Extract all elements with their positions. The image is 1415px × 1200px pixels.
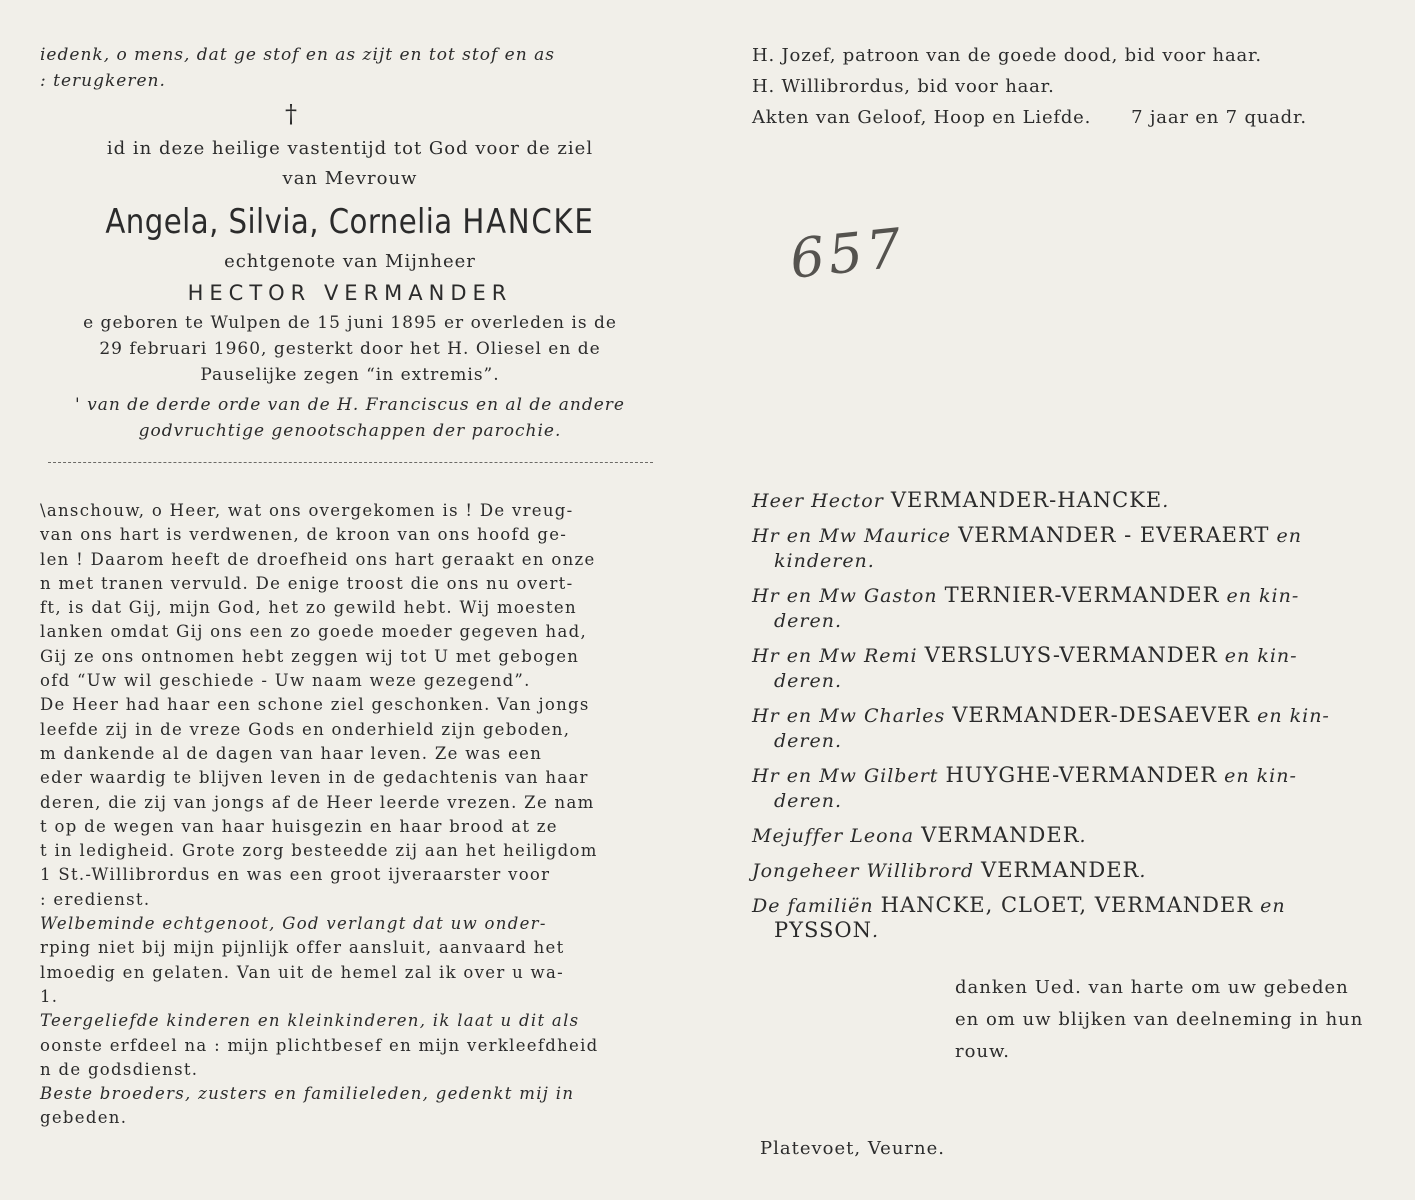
family-text: Hr en Mw Remi: [752, 645, 925, 667]
prayer-request: id in deze heilige vastentijd tot God voor de ziel: [106, 138, 594, 159]
family-entry-line: [752, 893, 1407, 918]
memorial-text-line: Beste broeders, zusters en familieleden, gedenkt mij in: [40, 1084, 575, 1104]
family-surname: TERNIER-VERMANDER: [944, 583, 1220, 607]
memorial-text-line: Welbeminde echtgenoot, God verlangt dat uw onder-: [40, 914, 547, 934]
memorial-text-line: n met tranen vervuld. De enige troost die ons nu overt-: [40, 573, 574, 593]
family-text: Jongeheer Willibrord: [752, 860, 982, 882]
handwritten-number: 657: [787, 216, 909, 291]
acts-text: Akten van Geloof, Hoop en Liefde.: [752, 107, 1092, 128]
family-surname: HUYGHE-VERMANDER: [945, 763, 1218, 787]
memorial-text-line: ft, is dat Gij, mijn God, het zo gewild hebt. Wij moesten: [40, 598, 577, 618]
family-text: Hr en Mw Maurice: [752, 525, 959, 547]
memorial-text-line: : eredienst.: [40, 889, 151, 909]
born-line-3: Pauselijke zegen “in extremis”.: [200, 365, 500, 385]
family-text: Mejuffer Leona: [752, 825, 922, 847]
family-text: en kin-: [1217, 645, 1298, 667]
spouse-label: echtgenote van Mijnheer: [224, 251, 476, 272]
family-text: en: [1269, 525, 1302, 547]
memorial-text-line: Teergeliefde kinderen en kleinkinderen, ik laat u dit als: [40, 1011, 580, 1031]
memorial-text-line: \anschouw, o Heer, wat ons overgekomen is ! De vreug-: [40, 501, 574, 520]
thanks-line-2: en om uw blijken van deelneming in hun: [955, 1009, 1364, 1030]
family-entry-line: [752, 488, 1407, 513]
family-entry-line: [752, 668, 1407, 693]
prayer-jozef: H. Jozef, patroon van de goede dood, bid voor haar.: [752, 45, 1262, 66]
family-entry-line: [752, 823, 1407, 848]
family-surname: VERMANDER-HANCKE: [890, 488, 1163, 512]
memorial-text-line: 1.: [40, 986, 59, 1006]
family-text: en: [1253, 895, 1286, 917]
family-entry: [752, 893, 1407, 943]
family-surname: VERMANDER - EVERAERT: [958, 523, 1270, 547]
born-line-1: e geboren te Wulpen de 15 juni 1895 er overleden is de: [83, 313, 617, 333]
acts-line: [752, 102, 1402, 133]
deceased-surname: HANCKE: [462, 202, 595, 242]
family-surname: HANCKE, CLOET, VERMANDER: [880, 893, 1254, 917]
family-surname: VERMANDER-DESAEVER: [952, 703, 1251, 727]
memorial-text-line: deren, die zij van jongs af de Heer leerde vrezen. Ze nam: [40, 792, 595, 812]
family-text: .: [1079, 825, 1087, 847]
family-entry: [752, 858, 1407, 883]
family-entry: [752, 583, 1407, 633]
memorial-text-line: m dankende al de dagen van haar leven. Ze was een: [40, 743, 543, 763]
family-entry-line: [752, 858, 1407, 883]
deceased-name: [83, 196, 616, 248]
family-entry-line: [752, 788, 1407, 813]
memorial-text-line: De Heer had haar een schone ziel geschonken. Van jongs: [40, 695, 590, 715]
family-entry-line: [752, 583, 1407, 608]
family-text: .: [1139, 860, 1147, 882]
family-entry: [752, 488, 1407, 513]
family-entry-line: [752, 763, 1407, 788]
thanks-line-3: rouw.: [955, 1041, 1011, 1062]
memorial-text-line: eder waardig te blijven leven in de gedachtenis van haar: [40, 768, 589, 788]
printer-imprint: Platevoet, Veurne.: [760, 1138, 945, 1159]
memorial-text-line: oonste erfdeel na : mijn plichtbesef en mijn verkleefdheid: [40, 1035, 599, 1055]
family-entry-line: [752, 608, 1407, 633]
family-entry-line: [752, 523, 1407, 548]
family-entry: [752, 703, 1407, 753]
family-text: Hr en Mw Charles: [752, 705, 953, 727]
family-surname: VERSLUYS-VERMANDER: [924, 643, 1218, 667]
opening-verse: [40, 42, 660, 94]
cross-icon: †: [285, 100, 297, 128]
family-entry-line: [752, 548, 1407, 573]
family-entry: [752, 523, 1407, 573]
memorial-text-line: 1 St.-Willibrordus en was een groot ijveraarster voor: [40, 865, 551, 885]
van-mevrouw: van Mevrouw: [282, 168, 418, 189]
family-entry: [752, 763, 1407, 813]
religious-orders: [40, 392, 660, 444]
family-text: deren.: [774, 790, 843, 812]
family-entry: [752, 643, 1407, 693]
divider: [48, 462, 653, 463]
memorial-text-line: rping niet bij mijn pijnlijk offer aansluit, aanvaard het: [40, 938, 565, 958]
opening-line-1: iedenk, o mens, dat ge stof en as zijt en tot stof en as: [40, 45, 555, 65]
family-entry: [752, 823, 1407, 848]
memorial-text-line: van ons hart is verdwenen, de kroon van ons hoofd ge-: [40, 525, 568, 545]
family-surname: VERMANDER: [981, 858, 1140, 882]
family-entry-line: [752, 643, 1407, 668]
indulgence-text: 7 jaar en 7 quadr.: [1131, 107, 1307, 128]
family-text: en kin-: [1217, 765, 1297, 787]
memorial-text-line: t op de wegen van haar huisgezin en haar brood at ze: [40, 816, 558, 836]
family-text: .: [872, 920, 880, 942]
right-page-prayers: [752, 40, 1402, 133]
family-text: deren.: [774, 610, 843, 632]
family-text: .: [1162, 490, 1170, 512]
order-line-1: ' van de derde orde van de H. Franciscus en al de andere: [75, 395, 625, 415]
family-text: De familiën: [752, 895, 881, 917]
thanks-line-1: danken Ued. van harte om uw gebeden: [955, 977, 1349, 998]
family-text: en kin-: [1219, 585, 1300, 607]
memorial-text: [40, 499, 660, 1131]
family-list: [752, 488, 1407, 953]
family-text: Hr en Mw Gaston: [752, 585, 945, 607]
memorial-text-line: ofd “Uw wil geschiede - Uw naam weze gezegend”.: [40, 671, 531, 691]
born-line-2: 29 februari 1960, gesterkt door het H. Oliesel en de: [99, 339, 601, 359]
family-surname: VERMANDER: [921, 823, 1080, 847]
opening-line-2: : terugkeren.: [40, 71, 166, 91]
family-text: deren.: [774, 730, 843, 752]
family-text: en kin-: [1250, 705, 1330, 727]
family-text: kinderen.: [774, 550, 875, 572]
family-text: Heer Hector: [752, 490, 891, 512]
family-entry-line: [752, 918, 1407, 943]
memorial-text-line: n de godsdienst.: [40, 1059, 199, 1079]
memorial-text-line: len ! Daarom heeft de droefheid ons hart geraakt en onze: [40, 549, 596, 569]
family-text: deren.: [774, 670, 843, 692]
thanks-text: [955, 972, 1405, 1068]
prayer-willibrordus: H. Willibrordus, bid voor haar.: [752, 76, 1055, 97]
family-entry-line: [752, 728, 1407, 753]
memorial-text-line: lanken omdat Gij ons een zo goede moeder gegeven had,: [40, 622, 588, 642]
memorial-text-line: gebeden.: [40, 1108, 128, 1128]
order-line-2: godvruchtige genootschappen der parochie.: [138, 421, 562, 441]
family-text: Hr en Mw Gilbert: [752, 765, 946, 787]
family-surname: PYSSON: [774, 918, 872, 942]
family-entry-line: [752, 703, 1407, 728]
birth-death-details: [40, 310, 660, 388]
left-page: [40, 42, 660, 1131]
memorial-text-line: t in ledigheid. Grote zorg besteedde zij aan het heiligdom: [40, 841, 598, 861]
deceased-given-names: Angela, Silvia, Cornelia: [105, 202, 453, 242]
memorial-text-line: leefde zij in de vreze Gods en onderhield zijn geboden,: [40, 719, 571, 739]
spouse-name: HECTOR VERMANDER: [187, 281, 513, 305]
memorial-text-line: lmoedig en gelaten. Van uit de hemel zal ik over u wa-: [40, 962, 564, 982]
memorial-text-line: Gij ze ons ontnomen hebt zeggen wij tot U met gebogen: [40, 646, 580, 666]
